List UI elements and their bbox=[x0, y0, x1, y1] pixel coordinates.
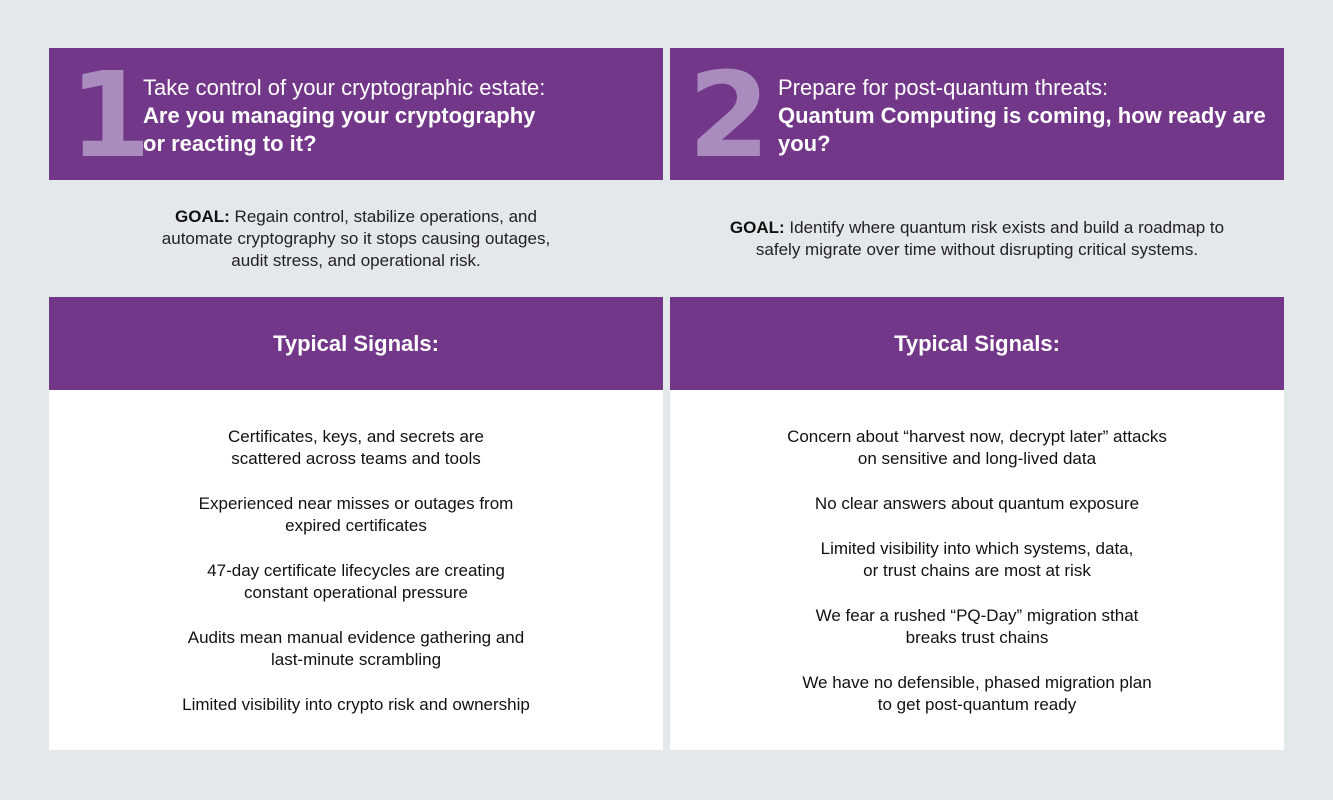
left-goal-label: GOAL: bbox=[175, 206, 230, 226]
left-hero-text bbox=[143, 74, 643, 158]
left-step-number: 1 bbox=[69, 46, 152, 184]
right-goal bbox=[670, 180, 1284, 297]
right-goal-text: Identify where quantum risk exists and build a roadmap to safely migrate over time without disrupting critical systems. bbox=[755, 217, 1225, 259]
left-goal bbox=[49, 180, 663, 297]
right-signal-item: Limited visibility into which systems, data, or trust chains are most at risk bbox=[820, 539, 1134, 580]
right-signal-item: No clear answers about quantum exposure bbox=[814, 494, 1140, 513]
left-signal-item: Certificates, keys, and secrets are scattered across teams and tools bbox=[227, 427, 485, 468]
left-heading: Take control of your cryptographic estate: bbox=[143, 75, 546, 100]
right-hero-banner bbox=[670, 46, 1284, 184]
left-goal-paragraph bbox=[49, 206, 663, 272]
left-column bbox=[49, 48, 663, 750]
right-signal-item: We fear a rushed “PQ-Day” migration sthat breaks trust chains bbox=[815, 606, 1139, 647]
right-step-number: 2 bbox=[688, 46, 771, 184]
left-signal-item: Experienced near misses or outages from expired certificates bbox=[198, 494, 514, 535]
right-goal-paragraph bbox=[670, 217, 1284, 261]
left-question: Are you managing your cryptography or reacting to it? bbox=[143, 103, 536, 156]
left-goal-text: Regain control, stabilize operations, and automate cryptography so it stops causing outages, audit stress, and operational risk. bbox=[161, 206, 551, 270]
right-signal-item: We have no defensible, phased migration plan to get post-quantum ready bbox=[802, 673, 1152, 714]
right-column bbox=[670, 48, 1284, 750]
right-signals-title: Typical Signals: bbox=[670, 297, 1284, 390]
left-signal-item: 47-day certificate lifecycles are creating constant operational pressure bbox=[207, 561, 505, 602]
right-goal-label: GOAL: bbox=[729, 217, 785, 237]
right-hero-text bbox=[778, 74, 1264, 158]
right-signal-item: Concern about “harvest now, decrypt later” attacks on sensitive and long-lived data bbox=[787, 427, 1167, 468]
left-hero-banner bbox=[49, 46, 663, 184]
left-signal-item: Audits mean manual evidence gathering and last-minute scrambling bbox=[187, 628, 525, 669]
right-heading: Prepare for post-quantum threats: bbox=[778, 75, 1109, 100]
right-question: Quantum Computing is coming, how ready are you? bbox=[778, 103, 1266, 156]
right-signals-list bbox=[670, 390, 1284, 750]
left-signals-title: Typical Signals: bbox=[49, 297, 663, 390]
left-signals-list bbox=[49, 390, 663, 750]
left-signal-item: Limited visibility into crypto risk and ownership bbox=[182, 695, 530, 714]
